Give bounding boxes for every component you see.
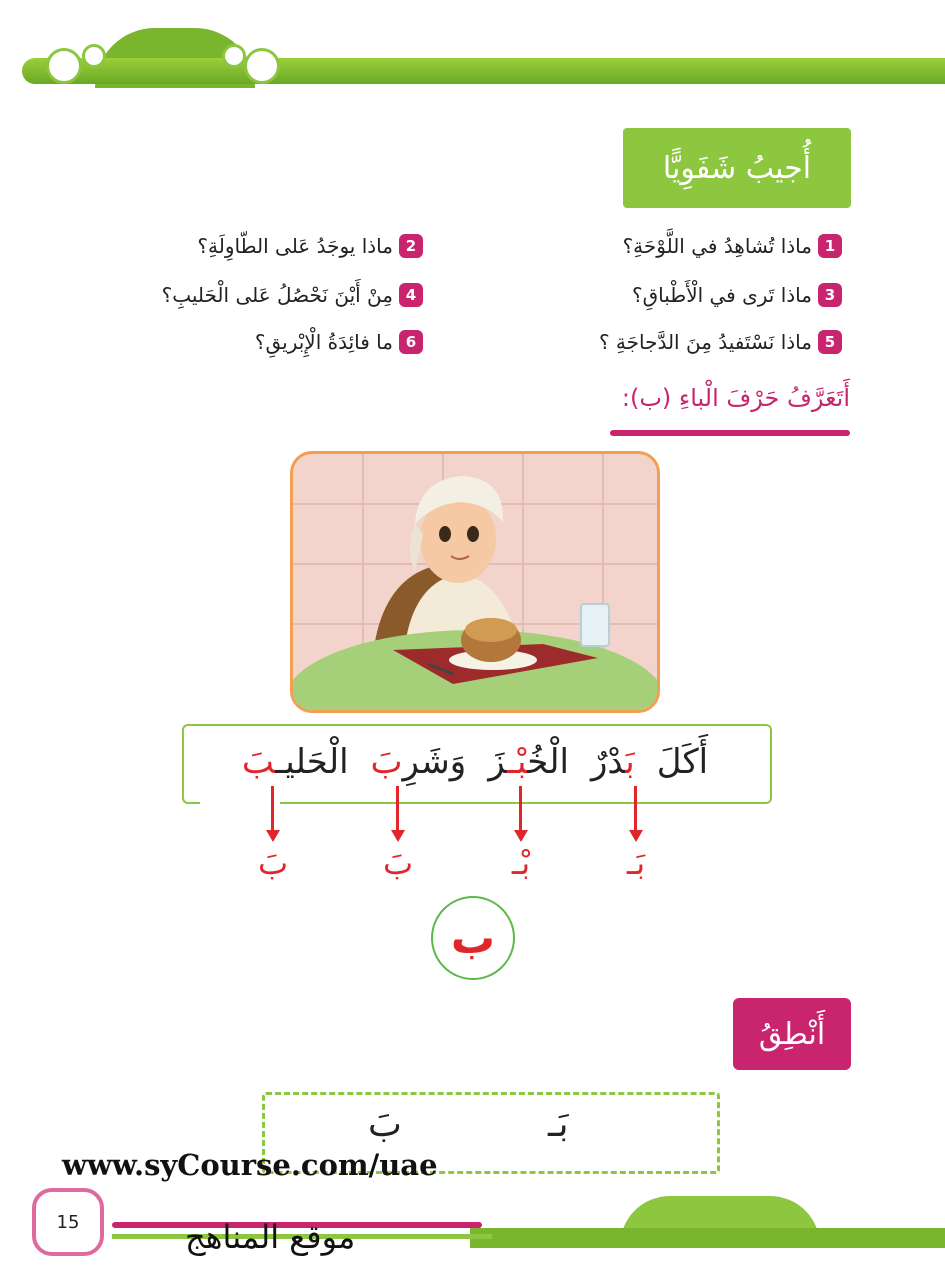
letter-form: بْـ: [511, 844, 531, 882]
pronounce-letter: بَـ: [548, 1104, 569, 1145]
arrow-down-icon: [514, 830, 528, 842]
word-alhalib: [242, 742, 349, 782]
arrow-line: [396, 786, 399, 830]
page-number: 15: [32, 1188, 104, 1256]
question-number-badge: 3: [818, 283, 842, 307]
letter-form: بَ: [382, 844, 414, 882]
arrow-down-icon: [391, 830, 405, 842]
question-number-badge: 1: [818, 234, 842, 258]
section-title-learn-letter: أَتَعَرَّفُ حَرْفَ الْباءِ (ب):: [621, 384, 850, 412]
question-item-6: [255, 330, 423, 354]
watermark-url: www.syCourse.com/uae: [62, 1148, 438, 1182]
word-washariba: [371, 742, 467, 782]
question-item-5: [599, 330, 842, 354]
letter-form: بَـ: [626, 844, 646, 882]
example-sentence: [182, 724, 768, 800]
question-text: ماذا تُشاهِدُ في اللَّوْحَةِ؟: [622, 234, 812, 258]
question-text: ما فائِدَةُ الْإِبْريقِ؟: [254, 330, 393, 354]
question-item-2: [197, 234, 423, 258]
question-item-1: [623, 234, 842, 258]
letter-form: بَ: [257, 844, 289, 882]
letter-highlight: بَ: [370, 742, 403, 782]
arrow-line: [271, 786, 274, 830]
question-text: ماذا تَرى في الْأَطْباقِ؟: [632, 283, 812, 307]
question-text: ماذا نَسْتَفيدُ مِنَ الدَّجاجَةِ ؟: [598, 330, 812, 354]
decoration-circle: [46, 48, 82, 84]
letter-highlight: بَ: [241, 742, 276, 782]
arrow-line: [519, 786, 522, 830]
title-underline: [610, 430, 850, 436]
arrow-down-icon: [629, 830, 643, 842]
word-alkhubz: [488, 742, 569, 782]
arrow-line: [634, 786, 637, 830]
section-title-answer-orally: أُجيبُ شَفَوِيًّا: [623, 128, 851, 208]
question-text: مِنْ أَيْنَ نَحْصُلُ عَلى الْحَليبِ؟: [161, 283, 393, 307]
question-number-badge: 5: [818, 330, 842, 354]
question-item-4: [162, 283, 423, 307]
question-number-badge: 4: [399, 283, 423, 307]
arrow-down-icon: [266, 830, 280, 842]
word-part: دْرٌ: [590, 742, 626, 782]
word-akala: أَكَلَ: [656, 742, 709, 782]
word-part: الْحَليـ: [275, 742, 349, 782]
word-badr: [591, 742, 635, 782]
pronounce-letter: بَ: [368, 1104, 402, 1145]
header-decoration-band: [22, 58, 945, 84]
question-item-3: [632, 283, 842, 307]
word-part: وَشَرِ: [402, 742, 467, 782]
decoration-circle: [82, 44, 106, 68]
decoration-circle: [244, 48, 280, 84]
illustration-boy-eating: [290, 451, 660, 713]
letter-highlight: بَ: [625, 742, 635, 782]
question-number-badge: 2: [399, 234, 423, 258]
main-letter: ب: [431, 896, 515, 980]
section-title-pronounce: أَنْطِقُ: [733, 998, 851, 1070]
question-number-badge: 6: [399, 330, 423, 354]
question-text: ماذا يوجَدُ عَلى الطّاوِلَةِ؟: [197, 234, 393, 258]
word-part: زَ: [488, 742, 507, 782]
decoration-circle: [222, 44, 246, 68]
boy-at-table-illustration: [293, 454, 657, 710]
word-part: الْخُ: [527, 742, 569, 782]
letter-highlight: بْـ: [506, 742, 528, 782]
watermark-site-name: موقع المناهج: [185, 1218, 356, 1256]
footer-decoration-band: [470, 1228, 945, 1248]
